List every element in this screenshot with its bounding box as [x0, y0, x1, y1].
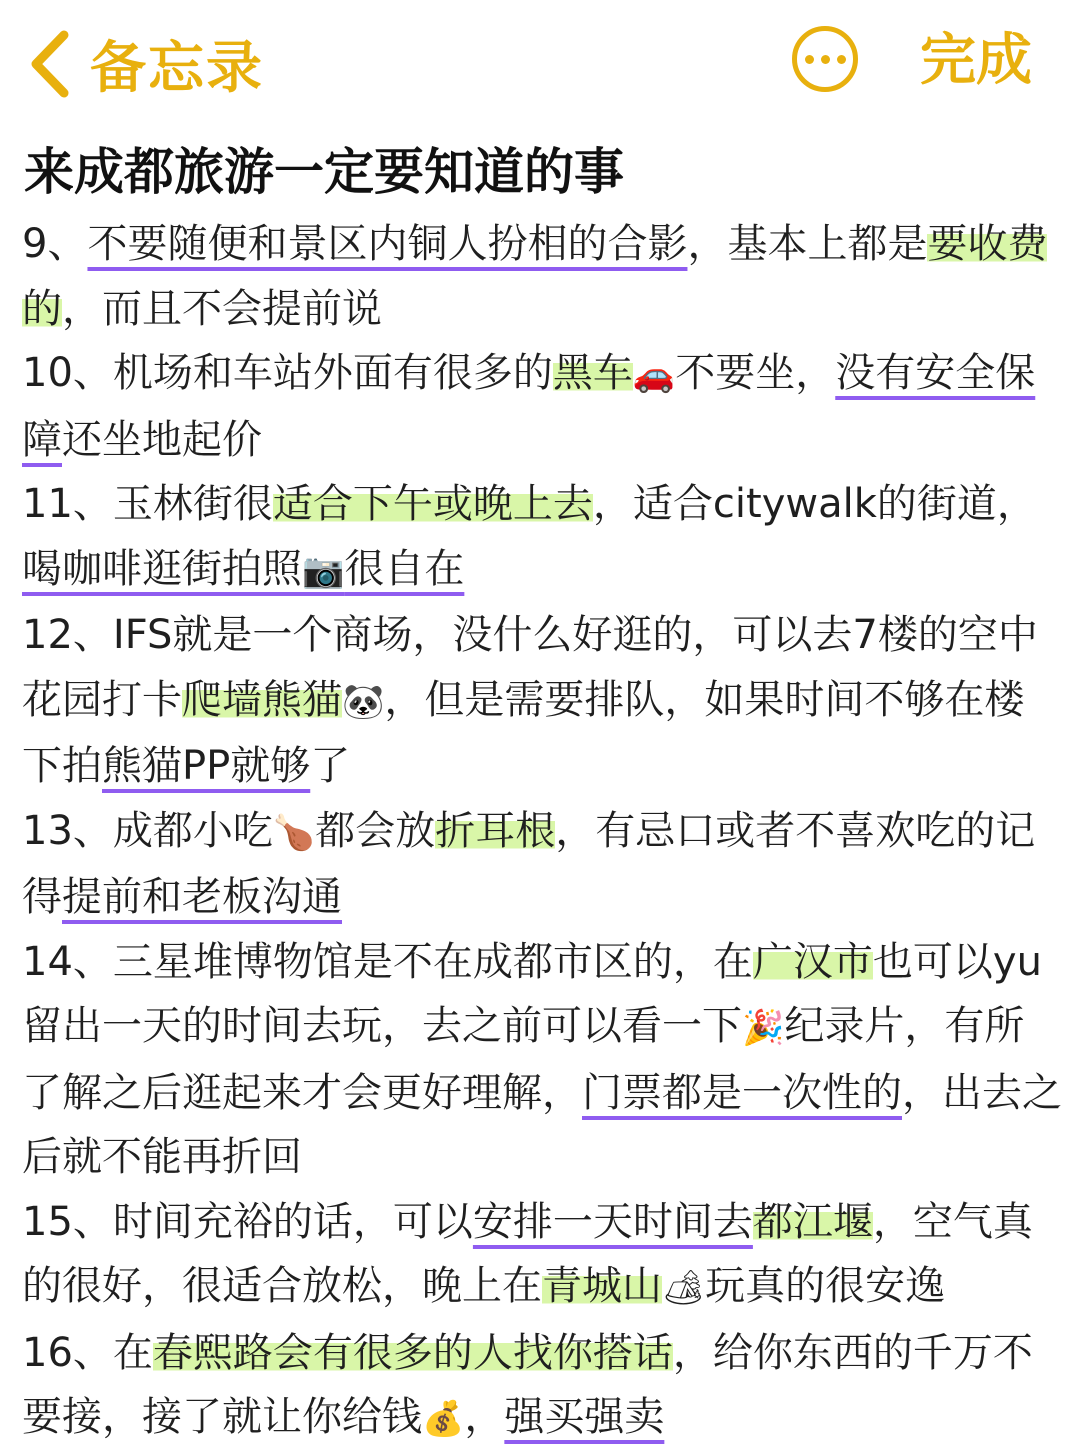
note-text: 不要坐， [675, 350, 836, 396]
note-text: 了 [310, 743, 351, 789]
emoji-icon: 🚗 [632, 355, 676, 395]
note-text: ，适合citywalk的街道， [592, 481, 1037, 527]
chevron-left-icon [28, 29, 72, 99]
back-button[interactable] [28, 24, 264, 104]
underlined-text: 安排一天时间去 [472, 1198, 753, 1245]
note-item-13 [22, 799, 1062, 930]
underlined-text: 很自在 [344, 545, 465, 592]
note-text: 13、成都小吃 [22, 807, 273, 854]
underlined-text: 喝咖啡逛街拍照 [22, 545, 302, 592]
ellipsis-circle-icon[interactable] [792, 26, 858, 92]
emoji-icon: 🐼 [342, 681, 385, 722]
note-item-10 [22, 341, 1062, 472]
note-item-14 [22, 930, 1062, 1190]
underlined-text: 提前和老板沟通 [62, 874, 342, 920]
highlighted-text: 春熙路会有很多的人找你搭话 [152, 1329, 673, 1376]
note-text: ，基本上都是 [687, 221, 928, 267]
note-item-11 [22, 472, 1062, 603]
emoji-icon: 💰 [422, 1399, 465, 1439]
back-label: 备忘录 [90, 36, 264, 101]
note-text: ，但是需要排队，如果时间不够在楼下拍 [22, 676, 1025, 789]
note-title: 来成都旅游一定要知道的事 [24, 143, 624, 201]
note-item-16 [22, 1321, 1062, 1452]
note-text: 9、 [22, 221, 88, 267]
note-text: ，空气真的很好，很适合放松，晚上在 [22, 1198, 1033, 1309]
note-text: 还坐地起价 [62, 416, 262, 463]
highlighted-text: 黑车 [552, 350, 633, 396]
note-item-12 [22, 603, 1062, 799]
note-text: 15、时间充裕的话，可以 [22, 1198, 473, 1245]
note-item-15 [22, 1190, 1062, 1321]
underlined-text: 熊猫PP就够 [102, 743, 311, 789]
note-text: 玩真的很安逸 [705, 1263, 946, 1309]
note-text: ，而且不会提前说 [62, 285, 382, 332]
note-text: 12、IFS就是一个商场，没什么好逛的，可以去7楼的空中花园打卡 [22, 612, 1038, 723]
emoji-icon: 📷 [302, 550, 345, 591]
emoji-icon: 🏕 [662, 1268, 706, 1308]
note-text: ， [464, 1394, 505, 1440]
note-text: 16、在 [22, 1329, 153, 1376]
note-text: ，出去之后就不能再折回 [22, 1069, 1062, 1180]
note-text: 14、三星堆博物馆是不在成都市区的，在 [22, 938, 753, 985]
underlined-text: 强买强卖 [504, 1394, 665, 1440]
emoji-icon: 🍗 [272, 812, 316, 853]
highlighted-text: 要收费的 [22, 221, 1048, 332]
underlined-text: 不要随便和景区内铜人扮相的合影 [87, 221, 688, 267]
note-body[interactable] [22, 212, 1062, 1452]
note-text: 11、玉林街很 [22, 481, 273, 527]
note-text: ，有忌口或者不喜欢吃的记得 [22, 807, 1036, 920]
note-text: 也可以yu留出一天的时间去玩，去之前可以看一下 [22, 938, 1042, 1049]
highlighted-text: 广汉市 [752, 938, 873, 985]
note-text: 10、机场和车站外面有很多的 [22, 350, 553, 396]
note-text: 纪录片，有所了解之后逛起来才会更好理解， [22, 1003, 1025, 1116]
note-text: 都会放 [315, 807, 436, 854]
underlined-text: 门票都是一次性的 [582, 1069, 902, 1116]
nav-bar [0, 0, 1080, 130]
emoji-icon: 🎉 [742, 1008, 785, 1048]
done-button[interactable]: 完成 [920, 28, 1032, 93]
highlighted-text: 适合下午或晚上去 [272, 481, 593, 527]
note-item-9 [22, 212, 1062, 341]
highlighted-text: 都江堰 [752, 1198, 873, 1245]
highlighted-text: 青城山 [542, 1263, 662, 1309]
highlighted-text: 折耳根 [435, 807, 556, 854]
underlined-text: 没有安全保障 [22, 350, 1036, 463]
highlighted-text: 爬墙熊猫 [182, 676, 342, 723]
note-text: ，给你东西的千万不要接，接了就让你给钱 [22, 1329, 1033, 1440]
